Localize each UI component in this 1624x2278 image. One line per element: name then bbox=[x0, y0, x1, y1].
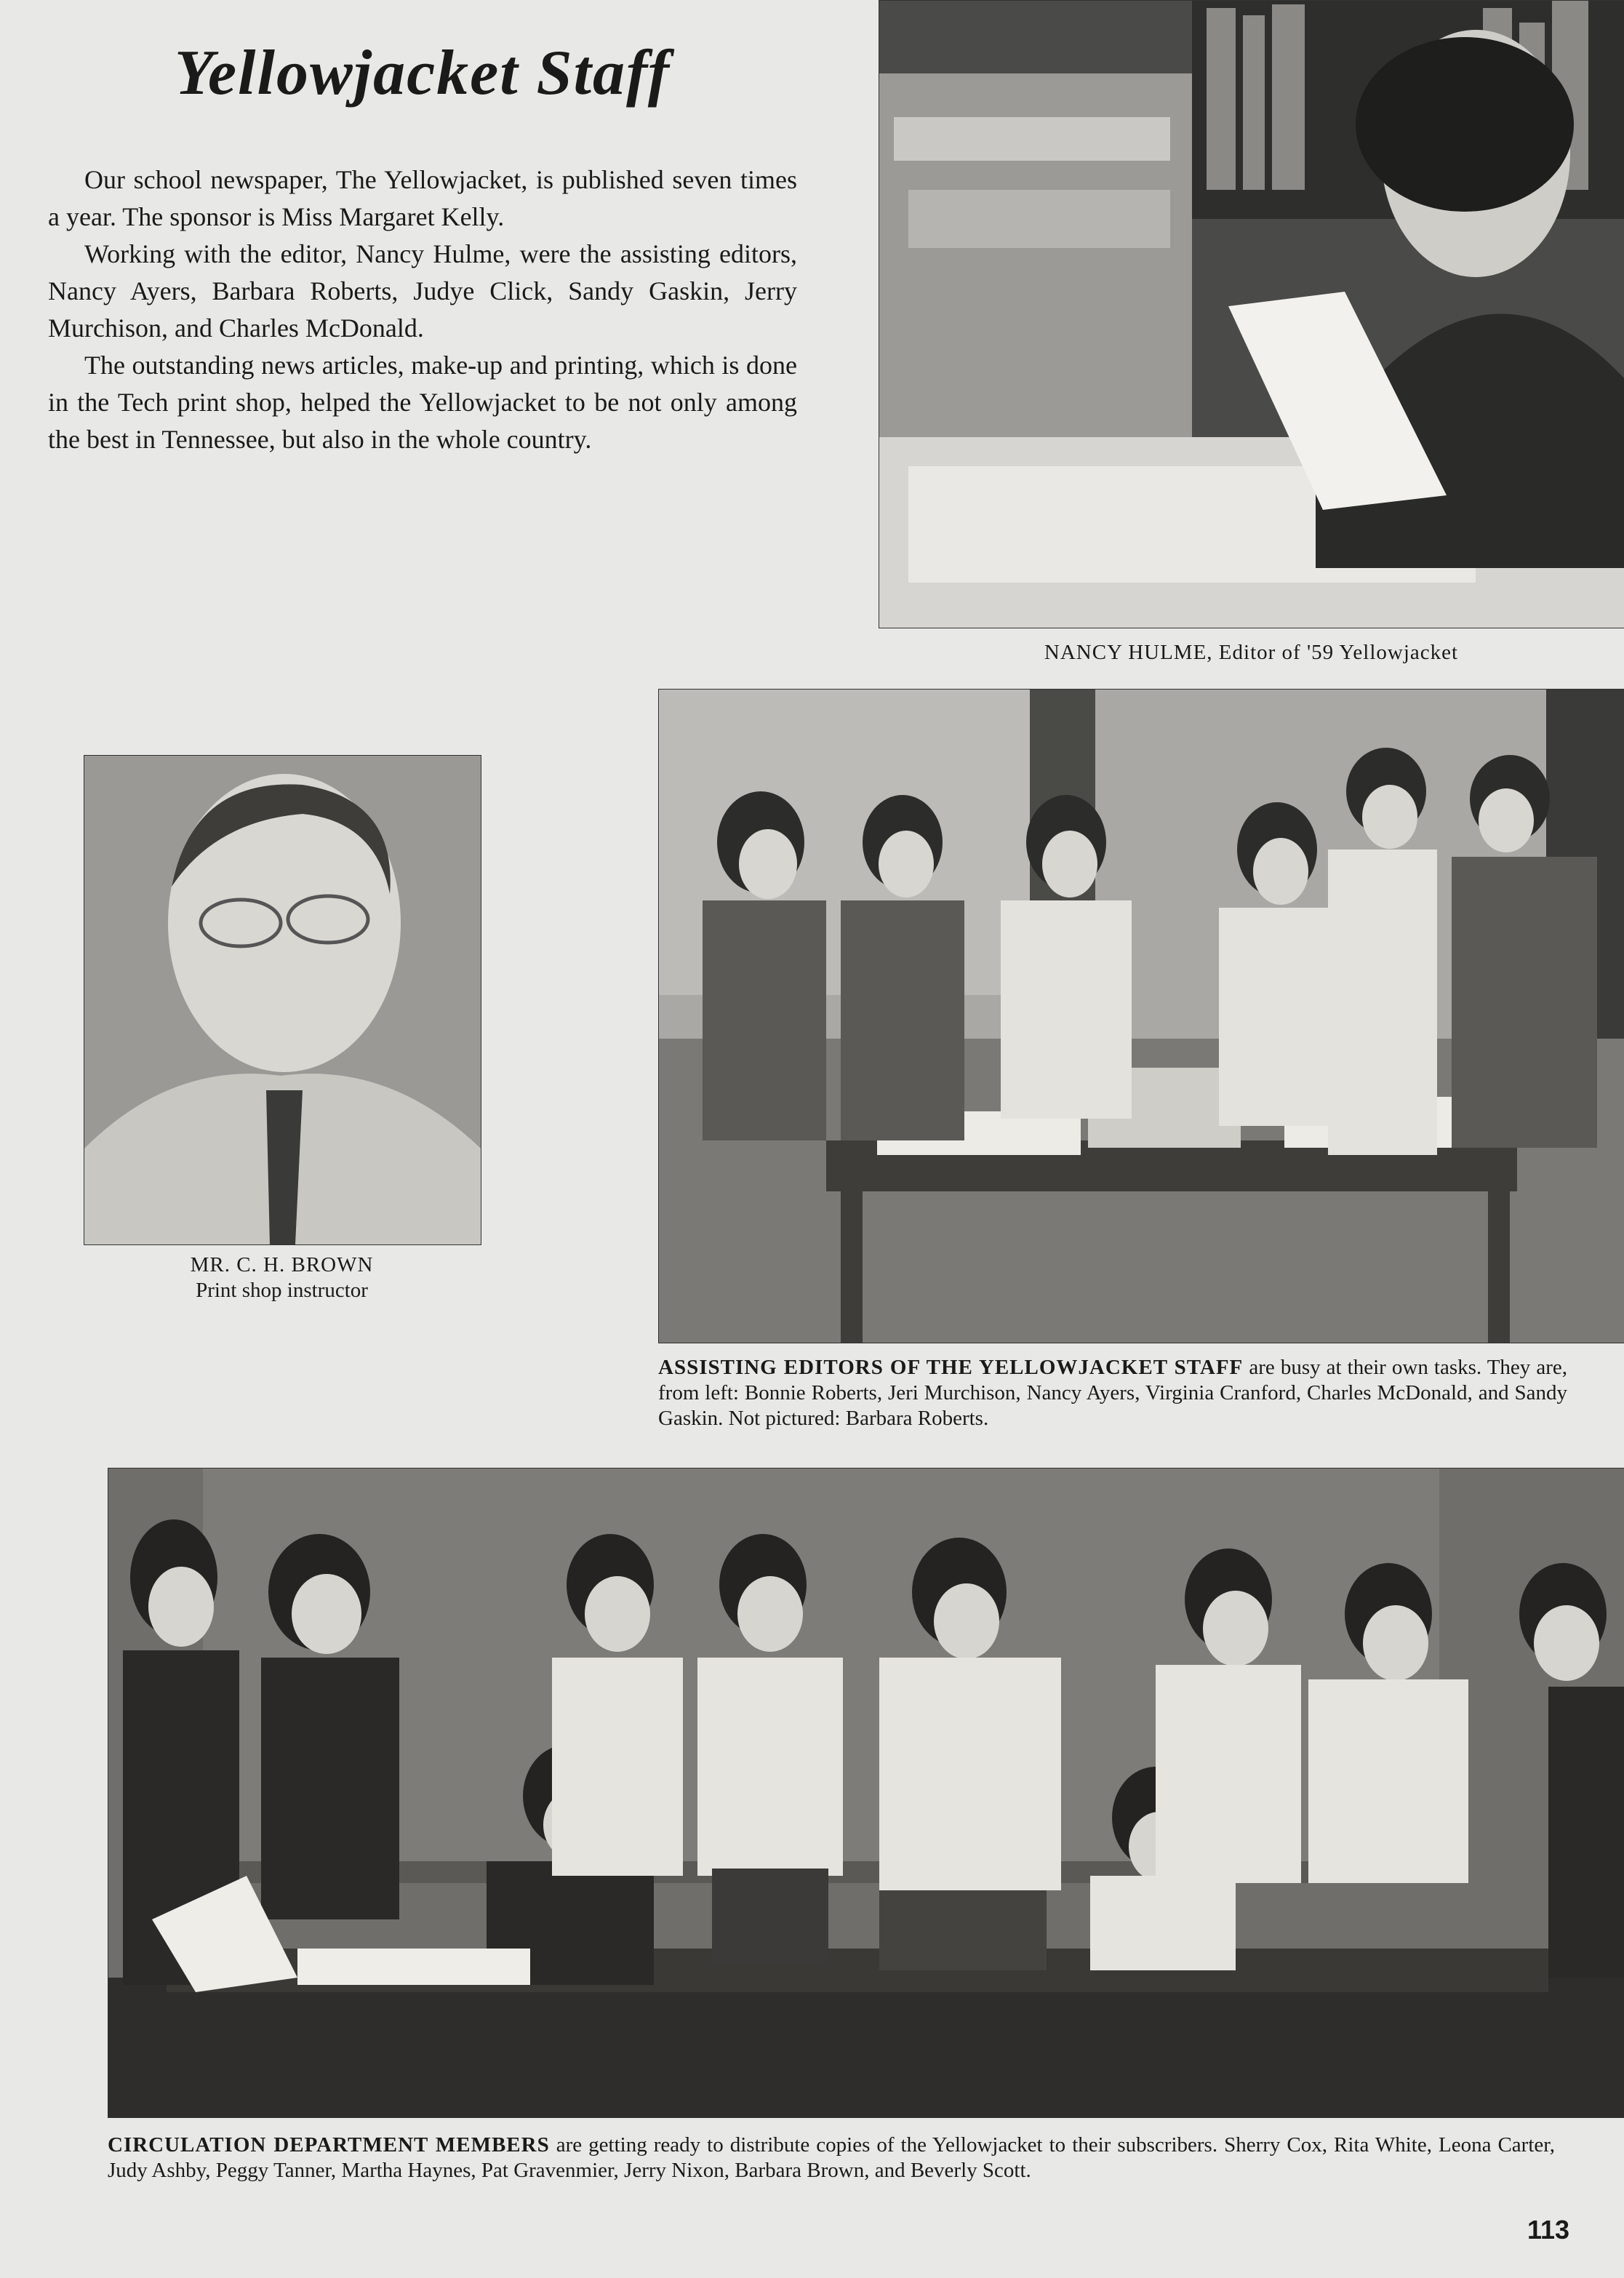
intro-paragraph: Our school newspaper, The Yellowjacket, is published seven times a year. The sponsor is Miss Margaret Kelly. bbox=[48, 165, 797, 231]
intro-paragraph: Working with the editor, Nancy Hulme, were the assisting editors, Nancy Ayers, Barbara Roberts, Judye Click, Sandy Gaskin, Jerry Murchison, and Charles McDonald. bbox=[48, 239, 797, 343]
instructor-role: Print shop instructor bbox=[196, 1279, 368, 1302]
editor-caption: NANCY HULME, Editor of '59 Yellowjacket bbox=[1044, 641, 1459, 664]
assisting-caption-lead: ASSISTING EDITORS OF THE YELLOWJACKET STAFF bbox=[658, 1356, 1244, 1379]
circulation-caption-text: are getting ready to distribute copies of the Yellowjacket to their subscribers. Sherry Cox, Rita White, Leona Carter, Judy Ashby, Peggy Tanner, Martha Haynes, Pat Gravenmier, Jerry Nixon, Barbara Brown, and Beverly Scott. bbox=[108, 2133, 1555, 2182]
assisting-editors-caption bbox=[658, 1355, 1567, 1431]
circulation-photo bbox=[108, 1468, 1624, 2118]
assisting-editors-photo bbox=[658, 689, 1624, 1343]
instructor-name: MR. C. H. BROWN bbox=[190, 1253, 374, 1276]
intro-paragraph: The outstanding news articles, make-up and printing, which is done in the Tech print shop, helped the Yellowjacket to be not only among the best in Tennessee, but also in the whole country. bbox=[48, 351, 797, 454]
page-title: Yellowjacket Staff bbox=[175, 38, 671, 108]
circulation-caption bbox=[108, 2133, 1555, 2183]
page-number: 113 bbox=[1527, 2215, 1570, 2245]
instructor-caption bbox=[84, 1252, 480, 1303]
intro-text bbox=[48, 161, 797, 458]
instructor-photo bbox=[84, 755, 481, 1245]
assisting-caption-text: are busy at their own tasks. They are, from left: Bonnie Roberts, Jeri Murchison, Nancy Ayers, Virginia Cranford, Charles McDonald, and Sandy Gaskin. Not pictured: Barbara Roberts. bbox=[658, 1356, 1568, 1430]
circulation-caption-lead: CIRCULATION DEPARTMENT MEMBERS bbox=[108, 2133, 550, 2157]
editor-photo bbox=[879, 0, 1624, 628]
